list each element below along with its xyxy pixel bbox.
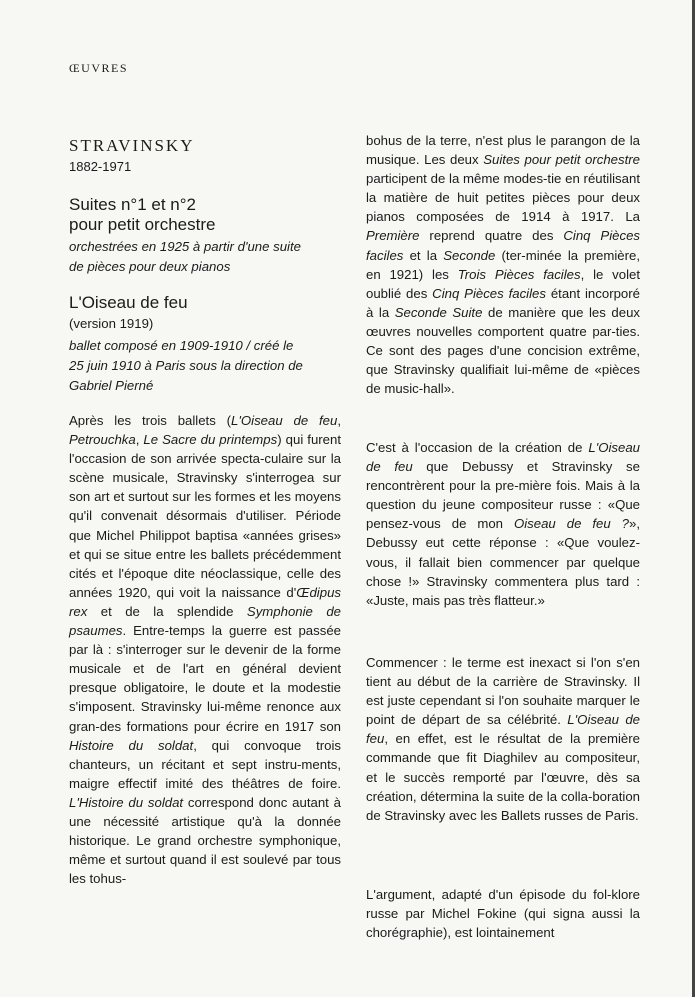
work2-subtitle-line3: Gabriel Pierné [69,378,154,393]
body-paragraph-left [69,411,341,888]
body-text: participent de la même modes-tie en réutilisant la matière de huit petites pièces pour deux pianos composées de 1914 à 1917. La [366,171,640,225]
italic-title-text: L'Oiseau de feu [366,712,641,747]
work1-title [69,195,349,235]
body-text: , le volet oublié des [366,266,640,301]
section-header: ŒUVRES [69,61,129,75]
italic-title-text: Cinq Pièces faciles [432,285,546,301]
body-text: ) qui furent l'occasion de son arrivée specta-culaire sur la scène musicale, Stravinsky s'interrogea sur son art et surtout sur les formes et les moyens qu'il convenait désormais d'utiliser. Période que Michel Philippot baptisa «années grises» et qui se situe entre les ballets précédemment cités et l'époque dite néoclassique, celle des années 1920, qui voit la naissance d' [69,432,341,600]
body-text: C'est à l'occasion de la création de [366,440,589,455]
italic-title-text: L'Oiseau de feu [366,440,640,475]
italic-title-text: Trois Pièces faciles [457,266,581,282]
body-text: Commencer : le terme est inexact si l'on s'en tient au début de la carrière de Stravinsky. Il est juste cependant si l'on souhaite marquer le point de départ de sa célébrité. [366,655,640,728]
body-text: et de la splendide [87,603,247,619]
body-paragraph-right-2 [366,438,640,610]
body-text: , qui convoque trois chanteurs, un récitant et sept instru-ments, maigre effectif imité des théâtres de foire. [69,737,341,791]
italic-title-text: Seconde [443,247,496,263]
body-paragraph-right-1 [366,131,640,398]
composer-name: STRAVINSKY [69,136,195,155]
body-text: reprend quatre des [419,228,564,244]
work1-subtitle [69,237,344,277]
body-text: de manière que les deux œuvres nouvelles comportent quatre par-ties. Ce sont des pages d'une concision extrême, que Stravinsky qualifiait lui-même de «pièces de music-hall». [366,304,640,397]
body-text: (ter-minée la première, en 1921) les [366,247,640,282]
italic-title-text: Suites pour petit orchestre [483,152,640,168]
body-paragraph-right-4 [366,885,640,942]
italic-title-text: Le Sacre du printemps [143,432,278,448]
body-text: et la [403,247,444,263]
body-text: , [337,413,342,428]
italic-title-text: Cinq Pièces faciles [366,228,640,263]
work1-subtitle-line1: orchestrées en 1925 à partir d'une suite [69,239,301,254]
body-text: L'argument, adapté d'un épisode du fol-klore russe par Michel Fokine (qui signa aussi la chorégraphie), est lointainement [366,887,640,941]
body-text: que Debussy et Stravinsky se rencontrèrent pour la pre-mière fois. Mais à la question du jeune compositeur russe : «Que pensez-vous de mon [366,459,640,532]
work1-title-line2: pour petit orchestre [69,215,216,234]
work2-version: (version 1919) [69,316,154,331]
work2-subtitle-line2: 25 juin 1910 à Paris sous la direction de [69,358,303,373]
italic-title-text: Histoire du soldat [69,737,194,753]
italic-title-text: Symphonie de psaumes [69,603,341,639]
body-text: , [135,432,144,448]
italic-title-text: Première [366,228,420,244]
work2-title: L'Oiseau de feu [69,293,188,312]
body-text: étant incorporé à la [366,285,640,320]
work2-subtitle-line1: ballet composé en 1909-1910 / créé le [69,338,294,353]
italic-title-text: L'Histoire du soldat [69,794,184,810]
body-text: », Debussy eut cette réponse : «Que voulez-vous, il fallait bien commencer par quelque chose !» Stravinsky commentera plus tard : «Juste, mais pas très flatteur.» [366,516,640,608]
italic-title-text: Oiseau de feu ? [513,516,629,532]
italic-title-text: Œdipus rex [69,584,341,619]
work2-subtitle [69,336,344,396]
italic-title-text: Seconde Suite [394,304,483,320]
work1-title-line1: Suites n°1 et n°2 [69,195,197,214]
body-text: , en effet, est le résultat de la première commande que fit Diaghilev au compositeur, et le succès remporté par l'œuvre, dès sa création, détermina la suite de la colla-boration de Stravinsky avec les Ballets russes de Paris. [366,731,640,823]
body-text: correspond donc autant à une nécessité artistique qu'à la donnée historique. Le grand orchestre symphonique, même et surtout quand il est soulevé par tous les tohus- [69,794,341,887]
composer-dates: 1882-1971 [69,159,132,174]
body-paragraph-right-3 [366,653,640,825]
body-text: Après les trois ballets ( [69,413,232,428]
italic-title-text: Petrouchka [69,432,136,448]
work1-subtitle-line2: de pièces pour deux pianos [69,259,231,274]
italic-title-text: L'Oiseau de feu [231,413,338,428]
body-text: . Entre-temps la guerre est passée par là : s'interroger sur le devenir de la forme musicale et de l'art en général devient presque obligatoire, le doute et la modestie s'imposent. Stravinsky lui-même renonce aux gran-des formations pour écrire en 1917 son [69,623,341,734]
body-text: bohus de la terre, n'est plus le parangon de la musique. Les deux [366,133,640,168]
